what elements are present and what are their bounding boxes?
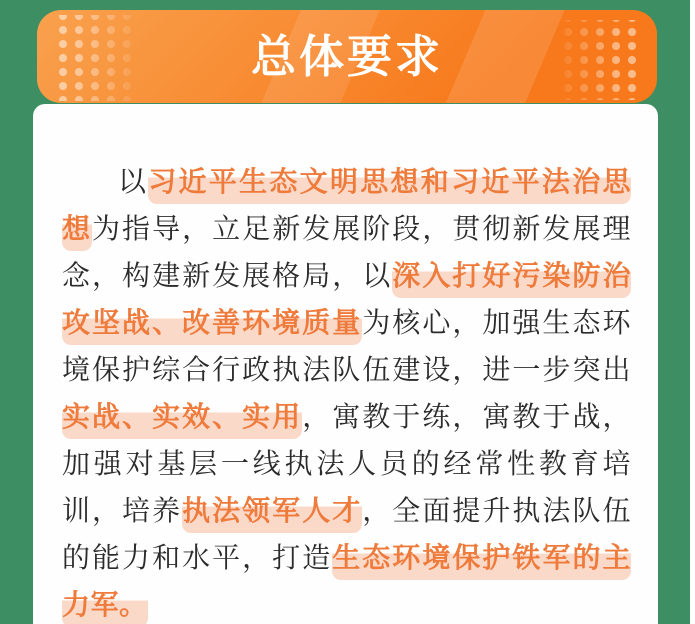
highlighted-phrase: 深入打好污染防治攻坚战、改善环境质量	[62, 260, 631, 345]
content-card	[33, 104, 658, 624]
highlighted-phrase: 生态环境保护铁军的主力军。	[62, 542, 631, 624]
dot-pattern-right	[561, 20, 639, 100]
text-segment: ，全面提升执法队伍的能力和水平，打造	[62, 495, 631, 573]
body-paragraph	[62, 158, 631, 624]
text-segment: 以	[118, 166, 149, 197]
header-banner	[37, 10, 657, 103]
dot-pattern-left	[55, 15, 135, 101]
text-segment: ，寓教于练，寓教于战，加强对基层一线执法人员的经常性教育培训，培养	[62, 401, 631, 526]
text-segment: 为核心，加强生态环境保护综合行政执法队伍建设，进一步突出	[62, 307, 631, 385]
highlighted-phrase: 执法领军人才	[182, 495, 362, 533]
highlighted-phrase: 实战、实效、实用	[62, 401, 302, 439]
page-title: 总体要求	[250, 31, 443, 82]
highlighted-phrase: 习近平生态文明思想和习近平法治思想	[62, 166, 631, 251]
text-segment: 为指导，立足新发展阶段，贯彻新发展理念，构建新发展格局，以	[62, 213, 631, 291]
